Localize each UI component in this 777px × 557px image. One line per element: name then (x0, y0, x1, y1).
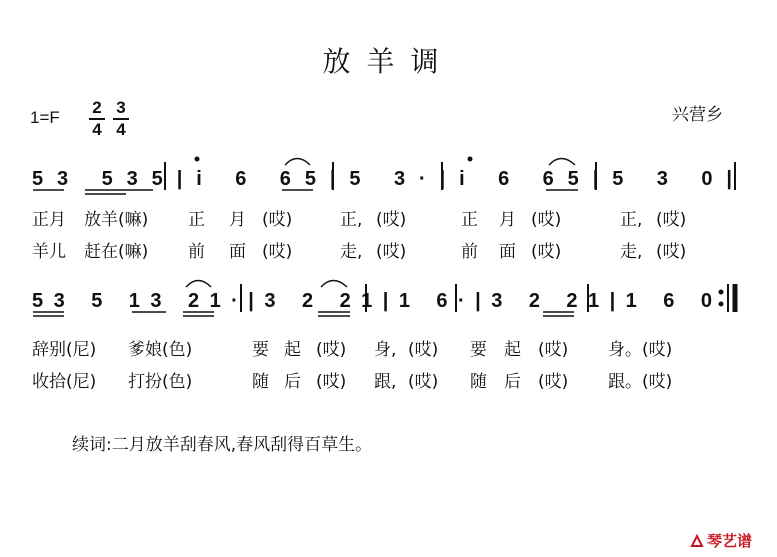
lyric-l2-v2-11: (哎) (642, 372, 673, 392)
lyric-l2-v1-5: 身, (374, 340, 397, 360)
lyric-l2-v1-8: 起 (504, 340, 521, 360)
lyric-l2-v2-8: 后 (504, 372, 521, 392)
lyric-l2-v1-3: 起 (284, 340, 301, 360)
lyric-l1-v2-8: 面 (499, 242, 516, 262)
meter-bottom: 4 (92, 120, 102, 139)
lyric-l1-v1-8: 月 (499, 210, 516, 230)
notation-line-1: 53 535|i 6 65|5 3·|i 6 65|5 3 0| (32, 168, 733, 190)
lyric-l1-v1-10: 正, (620, 210, 643, 230)
lyric-l1-v1-7: 正 (461, 210, 478, 230)
lyric-l2-v1-1: 爹娘(色) (128, 340, 193, 360)
lyric-l2-v2-5: 跟, (374, 372, 397, 392)
lyric-l1-v1-11: (哎) (656, 210, 687, 230)
lyric-l1-v1-5: 正, (340, 210, 363, 230)
lyric-l2-v1-11: (哎) (642, 340, 673, 360)
lyric-l1-v1-9: (哎) (531, 210, 562, 230)
lyric-l2-v2-0: 收拾(尼) (32, 372, 97, 392)
lyric-l1-v2-10: 走, (620, 242, 643, 262)
lyric-l2-v2-10: 跟。 (608, 372, 642, 392)
meter-top: 3 (116, 98, 126, 117)
lyric-l2-v1-9: (哎) (538, 340, 569, 360)
lyric-l1-v1-4: (哎) (262, 210, 293, 230)
region-label: 兴营乡 (672, 105, 723, 125)
lyric-l2-v1-2: 要 (252, 340, 269, 360)
lyric-l2-v2-6: (哎) (408, 372, 439, 392)
lyric-l2-v2-4: (哎) (316, 372, 347, 392)
lyric-l1-v2-1: 赶在(嘛) (84, 242, 149, 262)
lyric-l2-v2-3: 后 (284, 372, 301, 392)
lyric-l1-v2-4: (哎) (262, 242, 293, 262)
lyric-l1-v1-1: 放羊(嘛) (84, 210, 149, 230)
lyric-l2-v1-6: (哎) (408, 340, 439, 360)
lyric-l2-v2-2: 随 (252, 372, 269, 392)
key-signature: 1=F (30, 108, 60, 127)
notation-line-2: 53 5 13 21·|3 2 21|1 6·|3 2 21|1 6 0 (32, 290, 712, 312)
lyric-l2-v2-1: 打扮(色) (128, 372, 193, 392)
lyric-l1-v2-6: (哎) (376, 242, 407, 262)
song-title: 放羊调 (322, 45, 455, 78)
lyric-l1-v1-3: 月 (229, 210, 246, 230)
lyric-l1-v2-9: (哎) (531, 242, 562, 262)
lyric-l2-v1-10: 身。 (608, 340, 642, 360)
lyric-l1-v2-2: 前 (188, 242, 205, 262)
brand-mark-icon (690, 534, 704, 548)
lyric-l2-v1-4: (哎) (316, 340, 347, 360)
lyric-l1-v2-7: 前 (461, 242, 478, 262)
lyric-l1-v2-11: (哎) (656, 242, 687, 262)
lyric-l1-v1-0: 正月 (32, 210, 66, 230)
lyric-l1-v2-3: 面 (229, 242, 246, 262)
lyric-l2-v2-9: (哎) (538, 372, 569, 392)
lyric-l2-v2-7: 随 (470, 372, 487, 392)
brand-name: 琴艺谱 (707, 532, 753, 550)
meter-top: 2 (92, 98, 102, 117)
lyric-l1-v2-0: 羊儿 (32, 242, 66, 262)
continued-lyrics: 续词:二月放羊刮春风,春风刮得百草生。 (72, 435, 373, 455)
lyric-l1-v2-5: 走, (340, 242, 363, 262)
lyric-l2-v1-7: 要 (470, 340, 487, 360)
lyric-l1-v1-6: (哎) (376, 210, 407, 230)
lyric-l1-v1-2: 正 (188, 210, 205, 230)
meter-bottom: 4 (116, 120, 126, 139)
lyric-l2-v1-0: 辞别(尼) (32, 340, 97, 360)
site-logo (690, 530, 752, 551)
